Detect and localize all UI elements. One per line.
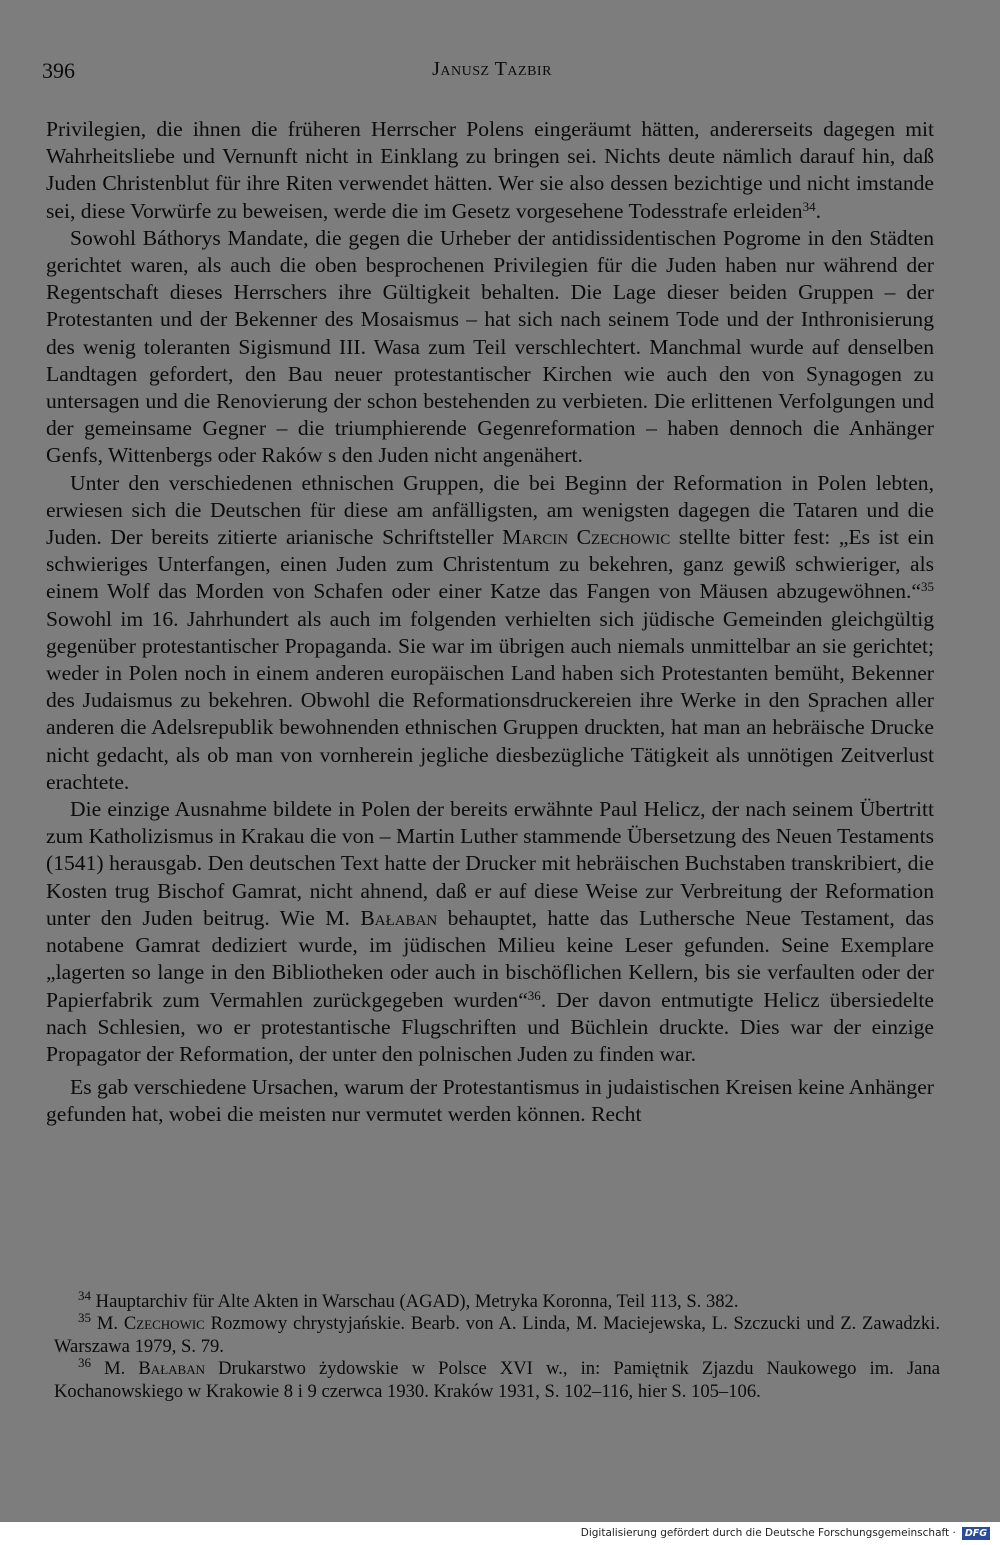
dfg-credit: Digitalisierung gefördert durch die Deutsche Forschungsgemeinschaft · (580, 1527, 956, 1539)
footnotes (54, 1288, 940, 1403)
paragraph-5: Es gab verschiedene Ursachen, warum der Protestantismus in judaistischen Kreisen keine Anhänger gefunden hat, wobei die meisten nur vermutet werden können. Recht (46, 1075, 934, 1127)
body-text (46, 116, 934, 1129)
paragraph-2: Sowohl Báthorys Mandate, die gegen die Urheber der antidissidentischen Pogrome in den Städten gerichtet waren, als auch die oben besprochenen Privilegien für die Juden haben nur während der Regentschaft dieses Herrschers ihre Gültigkeit behalten. Die Lage dieser beiden Gruppen – der Protestanten und der Bekenner des Mosaismus – hat sich nach seinem Tode und der Inthronisierung des wenig toleranten Sigismund III. Wasa zum Teil verschlechtert. Manchmal wurde auf denselben Landtagen gefordert, den Bau neuer protestantischer Kirchen wie auch den von Synagogen zu untersagen und die Renovierung der schon bestehenden zu verbieten. Die erlittenen Verfolgungen und der gemeinsame Gegner – die triumphierende Gegenreformation – haben dennoch die Anhänger Genfs, Wittenbergs oder Raków s den Juden nicht angenähert. (46, 225, 934, 468)
footnote-35: $^{35}$ M. Czechowic Rozmowy chrystyjańskie. Bearb. von A. Linda, M. Maciejewska, L. Szczucki und Z. Zawadzki. Warszawa 1979, S. 79. (54, 1310, 940, 1357)
paragraph-1: Privilegien, die ihnen die früheren Herrscher Polens eingeräumt hätten, andererseits dagegen mit Wahrheitsliebe und Vernunft nicht in Einklang zu bringen sei. Nichts deute nämlich darauf hin, daß Juden Christenblut für ihre Riten verwendet hätten. Wer sie also dessen bezichtige und nicht imstande sei, diese Vorwürfe zu beweisen, werde die im Gesetz vorgesehene Todesstrafe erleiden$^{34}$. (46, 117, 934, 223)
footnote-34: $^{34}$ Hauptarchiv für Alte Akten in Warschau (AGAD), Metryka Koronna, Teil 113, S. 382. (78, 1288, 739, 1312)
footnote-ref-35[interactable]: 35 (921, 579, 934, 595)
dfg-logo[interactable]: DFG (962, 1527, 990, 1540)
page-number: 396 (42, 58, 75, 83)
page-header (42, 58, 942, 88)
author-name: Marcin Czechowic (502, 525, 671, 550)
paragraph-3: Unter den verschiedenen ethnischen Gruppen, die bei Beginn der Reformation in Polen lebten, erwiesen sich die Deutschen für diese am anfälligsten, am wenigsten dagegen die Tataren und die Juden. Der bereits zitierte arianische Schriftsteller Marcin Czechowic stellte bitter fest: „Es ist ein schwieriges Unterfangen, einen Juden zum Christentum zu bekehren, ganz gewiß schwieriger, als einem Wolf das Morden von Schafen oder einer Katze das Fangen von Mäusen abzugewöhnen.“$^{35}$ Sowohl im 16. Jahrhundert als auch im folgenden verhielten sich jüdische Gemeinden gleichgültig gegenüber protestantischer Propaganda. Sie war im übrigen auch niemals unmittelbar an sie gerichtet; weder in Polen noch in einem anderen europäischen Land haben sich Protestanten bemüht, Bekenner des Judaismus zu bekehren. Obwohl die Reformationsdruckereien ihre Werke in den Sprachen aller anderen die Adelsrepublik bewohnenden ethnischen Gruppen druckten, hat man an hebräische Drucke nicht gedacht, als ob man von vornherein jegliche diesbezügliche Tätigkeit als unnötigen Zeitverlust erachtete. (46, 470, 934, 794)
footnote-ref-34[interactable]: 34 (802, 198, 816, 214)
running-head: Janusz Tazbir (432, 58, 552, 80)
footnote-36: $^{36}$ M. Bałaban Drukarstwo żydowskie w Polsce XVI w., in: Pamiętnik Zjazdu Naukowego im. Jana Kochanowskiego w Krakowie 8 i 9 czerwca 1930. Kraków 1931, S. 102–116, hier S. 105–106. (54, 1355, 940, 1402)
author-name: Bałaban (360, 905, 438, 930)
paragraph-4: Die einzige Ausnahme bildete in Polen der bereits erwähnte Paul Helicz, der nach seinem Übertritt zum Katholizismus in Krakau die von – Martin Luther stammende Übersetzung des Neuen Testaments (1541) herausgab. Den deutschen Text hatte der Drucker mit hebräischen Buchstaben transkribiert, die Kosten trug Bischof Gamrat, nicht ahnend, daß er auf diese Weise zur Verbreitung der Reformation unter den Juden beitrug. Wie M. Bałaban behauptet, hatte das Luthersche Neue Testament, das notabene Gamrat dediziert wurde, im jüdischen Milieu keine Leser gefunden. Seine Exemplare „lagerten so lange in den Bibliotheken oder auch in bischöflichen Kellern, bis sie verfaulten oder der Papierfabrik zum Vermahlen zurückgegeben wurden“$^{36}$. Der davon entmutigte Helicz übersiedelte nach Schlesien, wo er protestantische Flugschriften und Büchlein druckte. Dies war der einzige Propagator der Reformation, der unter den polnischen Juden zu finden war. (46, 797, 934, 1066)
digitization-footer (581, 1525, 990, 1541)
footnote-ref-36[interactable]: 36 (527, 987, 541, 1003)
